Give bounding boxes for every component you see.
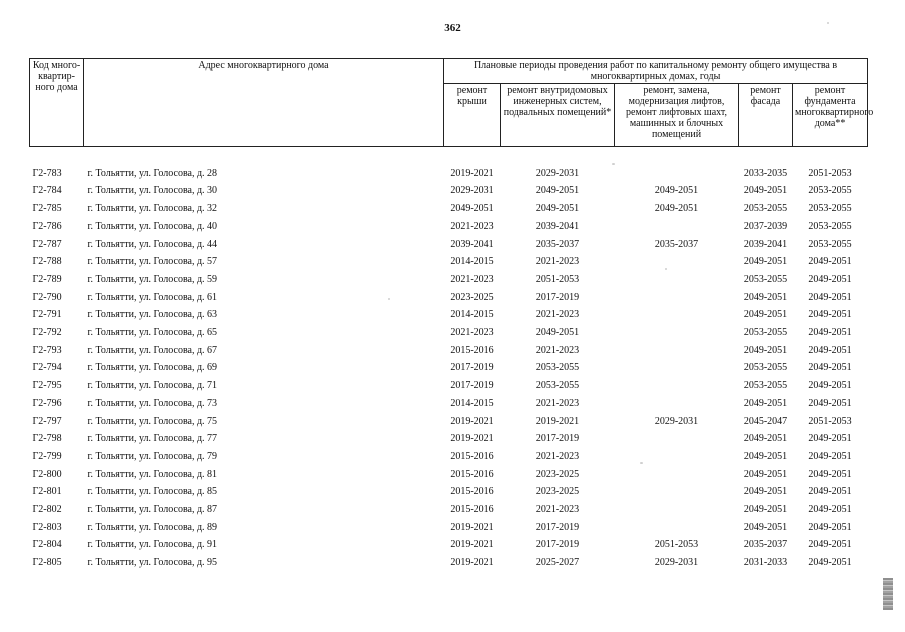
table-row bbox=[30, 324, 868, 342]
cell-foundation: 2049-2051 bbox=[808, 380, 852, 392]
cell-foundation: 2049-2051 bbox=[808, 539, 852, 551]
cell-elevators bbox=[615, 430, 739, 448]
cell-foundation: 2049-2051 bbox=[808, 291, 852, 303]
cell-elevators bbox=[615, 519, 739, 537]
scan-speck bbox=[612, 163, 615, 165]
table-row bbox=[30, 165, 868, 183]
cell-elevators: 2029-2031 bbox=[654, 415, 699, 427]
cell-systems: 2017-2019 bbox=[535, 539, 580, 551]
cell-foundation: 2051-2053 bbox=[808, 415, 852, 427]
cell-address: г. Тольятти, ул. Голосова, д. 32 bbox=[87, 203, 218, 215]
table-row bbox=[30, 253, 868, 271]
cell-elevators bbox=[615, 501, 739, 519]
cell-foundation: 2053-2055 bbox=[808, 220, 852, 232]
cell-code: Г2-791 bbox=[32, 309, 62, 321]
spacer-row bbox=[30, 147, 868, 165]
cell-address: г. Тольятти, ул. Голосова, д. 75 bbox=[87, 415, 218, 427]
cell-roof: 2017-2019 bbox=[450, 362, 494, 374]
cell-systems: 2019-2021 bbox=[535, 415, 580, 427]
cell-roof: 2019-2021 bbox=[450, 539, 494, 551]
cell-foundation: 2049-2051 bbox=[808, 504, 852, 516]
cell-elevators bbox=[615, 289, 739, 307]
cell-systems: 2049-2051 bbox=[535, 203, 580, 215]
cell-address: г. Тольятти, ул. Голосова, д. 87 bbox=[87, 504, 218, 516]
cell-systems: 2053-2055 bbox=[535, 362, 580, 374]
cell-systems: 2017-2019 bbox=[535, 433, 580, 445]
cell-address: г. Тольятти, ул. Голосова, д. 59 bbox=[87, 273, 218, 285]
cell-facade: 2053-2055 bbox=[743, 203, 788, 215]
cell-elevators: 2049-2051 bbox=[654, 185, 699, 197]
table-row bbox=[30, 395, 868, 413]
cell-code: Г2-783 bbox=[32, 167, 62, 179]
table-row bbox=[30, 200, 868, 218]
cell-facade: 2053-2055 bbox=[743, 273, 788, 285]
table-row bbox=[30, 448, 868, 466]
cell-systems: 2021-2023 bbox=[535, 256, 580, 268]
cell-foundation: 2049-2051 bbox=[808, 344, 852, 356]
cell-foundation: 2049-2051 bbox=[808, 450, 852, 462]
table-row bbox=[30, 182, 868, 200]
cell-facade: 2049-2051 bbox=[743, 468, 788, 480]
cell-address: г. Тольятти, ул. Голосова, д. 91 bbox=[87, 539, 218, 551]
cell-roof: 2017-2019 bbox=[450, 380, 494, 392]
cell-address: г. Тольятти, ул. Голосова, д. 65 bbox=[87, 327, 218, 339]
table-header bbox=[30, 59, 874, 147]
header-code: Код много-квартир-ного дома bbox=[30, 59, 84, 147]
cell-address: г. Тольятти, ул. Голосова, д. 67 bbox=[87, 344, 218, 356]
cell-foundation: 2049-2051 bbox=[808, 521, 852, 533]
cell-elevators: 2051-2053 bbox=[654, 539, 699, 551]
cell-systems: 2017-2019 bbox=[535, 291, 580, 303]
cell-foundation: 2049-2051 bbox=[808, 273, 852, 285]
cell-elevators bbox=[615, 377, 739, 395]
cell-code: Г2-786 bbox=[32, 220, 62, 232]
cell-code: Г2-785 bbox=[32, 203, 62, 215]
header-roof: ремонт крыши bbox=[444, 84, 501, 147]
cell-systems: 2035-2037 bbox=[535, 238, 580, 250]
cell-elevators bbox=[615, 448, 739, 466]
cell-address: г. Тольятти, ул. Голосова, д. 63 bbox=[87, 309, 218, 321]
cell-elevators bbox=[615, 165, 739, 183]
cell-facade: 2049-2051 bbox=[743, 486, 788, 498]
header-systems: ремонт внутридомовых инженерных систем, подвальных помещений* bbox=[501, 84, 615, 147]
header-periods: Плановые периоды проведения работ по капитальному ремонту общего имущества в многоквартирных домах, годы bbox=[444, 59, 868, 84]
cell-facade: 2049-2051 bbox=[743, 504, 788, 516]
cell-systems: 2049-2051 bbox=[535, 327, 580, 339]
table-row bbox=[30, 218, 868, 236]
cell-systems: 2053-2055 bbox=[535, 380, 580, 392]
scan-speck bbox=[640, 462, 643, 464]
cell-roof: 2019-2021 bbox=[450, 521, 494, 533]
cell-systems: 2025-2027 bbox=[535, 557, 580, 569]
cell-elevators bbox=[615, 218, 739, 236]
cell-facade: 2049-2051 bbox=[743, 521, 788, 533]
cell-roof: 2021-2023 bbox=[450, 273, 494, 285]
cell-code: Г2-787 bbox=[32, 238, 62, 250]
cell-systems: 2023-2025 bbox=[535, 468, 580, 480]
cell-roof: 2021-2023 bbox=[450, 220, 494, 232]
cell-roof: 2015-2016 bbox=[450, 344, 494, 356]
cell-facade: 2049-2051 bbox=[743, 433, 788, 445]
page-number: 362 bbox=[444, 22, 461, 34]
header-elevators: ремонт, замена, модернизация лифтов, ремонт лифтовых шахт, машинных и блочных помещений bbox=[615, 84, 739, 147]
cell-roof: 2014-2015 bbox=[450, 309, 494, 321]
cell-foundation: 2049-2051 bbox=[808, 557, 852, 569]
cell-roof: 2021-2023 bbox=[450, 327, 494, 339]
cell-address: г. Тольятти, ул. Голосова, д. 69 bbox=[87, 362, 218, 374]
cell-code: Г2-794 bbox=[32, 362, 62, 374]
cell-code: Г2-793 bbox=[32, 344, 62, 356]
cell-address: г. Тольятти, ул. Голосова, д. 30 bbox=[87, 185, 218, 197]
cell-address: г. Тольятти, ул. Голосова, д. 89 bbox=[87, 521, 218, 533]
cell-roof: 2029-2031 bbox=[450, 185, 494, 197]
cell-systems: 2051-2053 bbox=[535, 273, 580, 285]
cell-elevators bbox=[615, 395, 739, 413]
cell-roof: 2015-2016 bbox=[450, 450, 494, 462]
cell-address: г. Тольятти, ул. Голосова, д. 95 bbox=[87, 557, 218, 569]
table-row bbox=[30, 289, 868, 307]
cell-address: г. Тольятти, ул. Голосова, д. 79 bbox=[87, 450, 218, 462]
cell-foundation: 2053-2055 bbox=[808, 203, 852, 215]
table-row bbox=[30, 466, 868, 484]
cell-facade: 2049-2051 bbox=[743, 344, 788, 356]
cell-elevators bbox=[615, 324, 739, 342]
cell-code: Г2-795 bbox=[32, 380, 62, 392]
cell-systems: 2021-2023 bbox=[535, 344, 580, 356]
cell-code: Г2-804 bbox=[32, 539, 62, 551]
cell-foundation: 2049-2051 bbox=[808, 486, 852, 498]
cell-address: г. Тольятти, ул. Голосова, д. 73 bbox=[87, 397, 218, 409]
cell-roof: 2014-2015 bbox=[450, 397, 494, 409]
scan-speck bbox=[388, 298, 390, 300]
cell-code: Г2-796 bbox=[32, 397, 62, 409]
header-foundation: ремонт фундамента многоквартирного дома** bbox=[793, 84, 868, 147]
cell-address: г. Тольятти, ул. Голосова, д. 77 bbox=[87, 433, 218, 445]
cell-roof: 2049-2051 bbox=[450, 203, 494, 215]
cell-code: Г2-802 bbox=[32, 504, 62, 516]
cell-address: г. Тольятти, ул. Голосова, д. 57 bbox=[87, 256, 218, 268]
cell-systems: 2039-2041 bbox=[535, 220, 580, 232]
cell-roof: 2014-2015 bbox=[450, 256, 494, 268]
table-row bbox=[30, 430, 868, 448]
table-row bbox=[30, 554, 868, 572]
cell-systems: 2017-2019 bbox=[535, 521, 580, 533]
cell-code: Г2-790 bbox=[32, 291, 62, 303]
cell-address: г. Тольятти, ул. Голосова, д. 44 bbox=[87, 238, 218, 250]
table-row bbox=[30, 236, 868, 254]
cell-address: г. Тольятти, ул. Голосова, д. 61 bbox=[87, 291, 218, 303]
cell-address: г. Тольятти, ул. Голосова, д. 81 bbox=[87, 468, 218, 480]
cell-systems: 2023-2025 bbox=[535, 486, 580, 498]
cell-foundation: 2053-2055 bbox=[808, 185, 852, 197]
cell-foundation: 2049-2051 bbox=[808, 397, 852, 409]
cell-code: Г2-798 bbox=[32, 433, 62, 445]
cell-facade: 2049-2051 bbox=[743, 309, 788, 321]
cell-elevators: 2049-2051 bbox=[654, 203, 699, 215]
cell-elevators bbox=[615, 271, 739, 289]
cell-elevators bbox=[615, 483, 739, 501]
scan-speck bbox=[827, 22, 829, 24]
cell-systems: 2029-2031 bbox=[535, 167, 580, 179]
table-row bbox=[30, 359, 868, 377]
cell-address: г. Тольятти, ул. Голосова, д. 40 bbox=[87, 220, 218, 232]
table-row bbox=[30, 501, 868, 519]
cell-facade: 2053-2055 bbox=[743, 362, 788, 374]
table-row bbox=[30, 342, 868, 360]
table-body bbox=[30, 147, 868, 572]
cell-roof: 2015-2016 bbox=[450, 504, 494, 516]
cell-foundation: 2049-2051 bbox=[808, 468, 852, 480]
cell-address: г. Тольятти, ул. Голосова, д. 28 bbox=[87, 167, 218, 179]
cell-code: Г2-801 bbox=[32, 486, 62, 498]
capital-repair-table bbox=[29, 58, 874, 572]
cell-systems: 2021-2023 bbox=[535, 504, 580, 516]
cell-systems: 2021-2023 bbox=[535, 397, 580, 409]
scan-artifact bbox=[883, 578, 893, 610]
header-address: Адрес многоквартирного дома bbox=[84, 59, 444, 147]
cell-foundation: 2053-2055 bbox=[808, 238, 852, 250]
cell-roof: 2019-2021 bbox=[450, 415, 494, 427]
cell-facade: 2049-2051 bbox=[743, 256, 788, 268]
cell-foundation: 2049-2051 bbox=[808, 327, 852, 339]
cell-address: г. Тольятти, ул. Голосова, д. 85 bbox=[87, 486, 218, 498]
cell-systems: 2021-2023 bbox=[535, 450, 580, 462]
cell-facade: 2049-2051 bbox=[743, 450, 788, 462]
cell-code: Г2-788 bbox=[32, 256, 62, 268]
cell-facade: 2049-2051 bbox=[743, 185, 788, 197]
cell-roof: 2015-2016 bbox=[450, 486, 494, 498]
cell-elevators bbox=[615, 253, 739, 271]
table-row bbox=[30, 519, 868, 537]
cell-code: Г2-797 bbox=[32, 415, 62, 427]
cell-roof: 2015-2016 bbox=[450, 468, 494, 480]
cell-roof: 2039-2041 bbox=[450, 238, 494, 250]
cell-facade: 2049-2051 bbox=[743, 397, 788, 409]
table-row bbox=[30, 413, 868, 431]
table-row bbox=[30, 306, 868, 324]
cell-roof: 2019-2021 bbox=[450, 557, 494, 569]
cell-elevators: 2029-2031 bbox=[654, 557, 699, 569]
cell-systems: 2049-2051 bbox=[535, 185, 580, 197]
cell-address: г. Тольятти, ул. Голосова, д. 71 bbox=[87, 380, 218, 392]
cell-code: Г2-784 bbox=[32, 185, 62, 197]
cell-facade: 2053-2055 bbox=[743, 327, 788, 339]
cell-facade: 2045-2047 bbox=[743, 415, 788, 427]
table-row bbox=[30, 536, 868, 554]
cell-elevators bbox=[615, 466, 739, 484]
table-row bbox=[30, 483, 868, 501]
table-row bbox=[30, 271, 868, 289]
cell-code: Г2-799 bbox=[32, 450, 62, 462]
cell-elevators bbox=[615, 306, 739, 324]
scan-speck bbox=[665, 268, 667, 270]
cell-foundation: 2049-2051 bbox=[808, 256, 852, 268]
cell-foundation: 2049-2051 bbox=[808, 433, 852, 445]
cell-facade: 2031-2033 bbox=[743, 557, 788, 569]
cell-facade: 2037-2039 bbox=[743, 220, 788, 232]
cell-facade: 2035-2037 bbox=[743, 539, 788, 551]
cell-roof: 2023-2025 bbox=[450, 291, 494, 303]
header-facade: ремонт фасада bbox=[739, 84, 793, 147]
cell-elevators bbox=[615, 342, 739, 360]
cell-code: Г2-792 bbox=[32, 327, 62, 339]
cell-facade: 2053-2055 bbox=[743, 380, 788, 392]
cell-code: Г2-805 bbox=[32, 557, 62, 569]
cell-code: Г2-800 bbox=[32, 468, 62, 480]
cell-elevators bbox=[615, 359, 739, 377]
cell-roof: 2019-2021 bbox=[450, 433, 494, 445]
cell-facade: 2033-2035 bbox=[743, 167, 788, 179]
cell-code: Г2-803 bbox=[32, 521, 62, 533]
cell-facade: 2049-2051 bbox=[743, 291, 788, 303]
cell-roof: 2019-2021 bbox=[450, 167, 494, 179]
cell-code: Г2-789 bbox=[32, 273, 62, 285]
cell-facade: 2039-2041 bbox=[743, 238, 788, 250]
cell-foundation: 2049-2051 bbox=[808, 362, 852, 374]
cell-foundation: 2049-2051 bbox=[808, 309, 852, 321]
cell-elevators: 2035-2037 bbox=[654, 238, 699, 250]
table-row bbox=[30, 377, 868, 395]
cell-systems: 2021-2023 bbox=[535, 309, 580, 321]
cell-foundation: 2051-2053 bbox=[808, 167, 852, 179]
